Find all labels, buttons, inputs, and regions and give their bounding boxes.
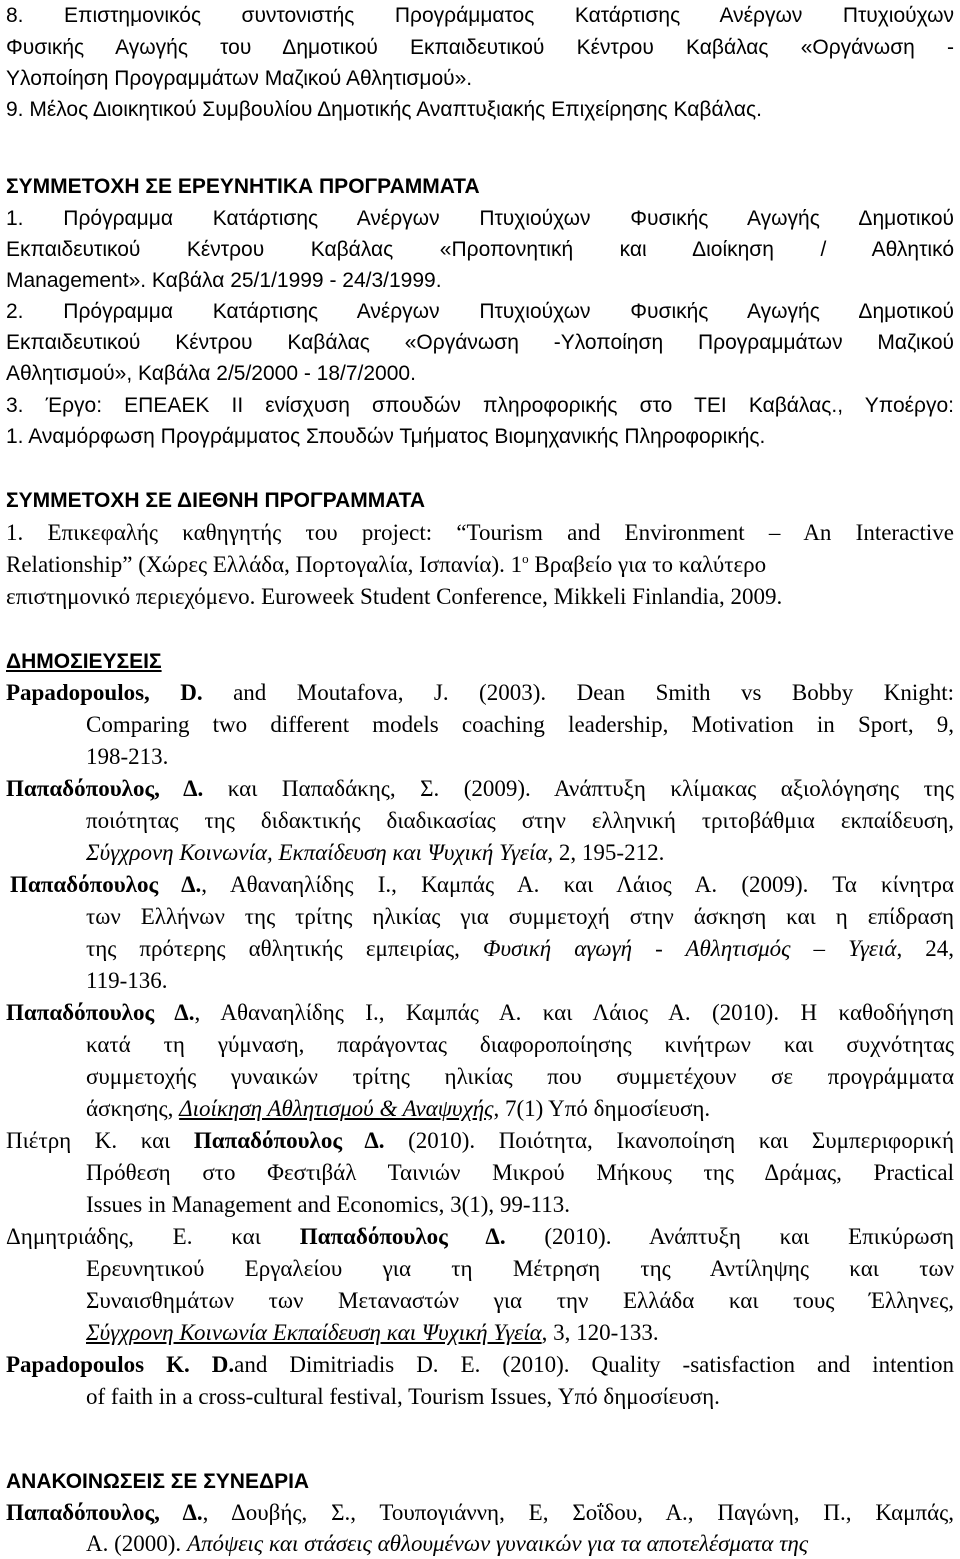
text-line	[6, 549, 766, 580]
text-line: Συναισθημάτων των Μεταναστών για την Ελλάδα και τους Έλληνες,	[86, 1288, 954, 1313]
publication-entry	[6, 1125, 954, 1156]
journal-title: Φυσική αγωγή - Αθλητισμός – Υγειά	[482, 936, 897, 961]
text-fragment: , Δουβής, Σ., Τουπογιάννη, Ε, Σοΐδου, Α., Παγώνη, Π., Καμπάς,	[202, 1500, 954, 1525]
publication-entry	[6, 677, 954, 708]
text-line: Υλοποίηση Προγραμμάτων Μαζικού Αθλητισμού».	[6, 67, 473, 90]
text-fragment: , 24,	[896, 936, 954, 961]
text-line: Εκπαιδευτικού Κέντρου Καβάλας «Προπονητική και Διοίκηση / Αθλητικό	[6, 238, 954, 261]
text-fragment: (2010). Ποιότητα, Ικανοποίηση και Συμπεριφορική	[384, 1128, 954, 1153]
publication-entry	[10, 869, 954, 900]
journal-title: Σύγχρονη Κοινωνία, Εκπαίδευση και Ψυχική Υγεία	[86, 840, 548, 865]
section-heading-conferences: ΑΝΑΚΟΙΝΩΣΕΙΣ ΣΕ ΣΥΝΕΔΡΙΑ	[6, 1470, 310, 1493]
text-line: Comparing two different models coaching leadership, Motivation in Sport, 9,	[86, 712, 954, 737]
paper-title: Απόψεις και στάσεις αθλουμένων γυναικών για τα αποτελέσματα της	[186, 1531, 809, 1556]
text-fragment: and Moutafova, J. (2003). Dean Smith vs Bobby Knight:	[202, 680, 954, 705]
text-line: συμμετοχής γυναικών τρίτης ηλικίας που συμμετέχουν σε προγράμματα	[86, 1064, 954, 1089]
section-heading-publications: ΔΗΜΟΣΙΕΥΣΕΙΣ	[6, 650, 162, 673]
text-line: Αθλητισμού», Καβάλα 2/5/2000 - 18/7/2000.	[6, 362, 416, 385]
publication-entry	[6, 773, 954, 804]
text-fragment: Βραβείο για το καλύτερο	[534, 552, 767, 577]
text-line: Πρόθεση στο Φεστιβάλ Ταινιών Μικρού Μήκους της Δράμας, Practical	[86, 1160, 954, 1185]
text-fragment: , 7(1) Υπό δημοσίευση.	[493, 1096, 711, 1121]
text-fragment: , 2, 195-212.	[547, 840, 665, 865]
text-line: 198-213.	[86, 744, 169, 769]
author-bold: Παπαδόπουλος Δ.	[10, 872, 202, 897]
author-bold: Παπαδόπουλος Δ.	[299, 1224, 506, 1249]
text-line: 1. Πρόγραμμα Κατάρτισης Ανέργων Πτυχιούχων Φυσικής Αγωγής Δημοτικού	[6, 207, 954, 230]
text-fragment: Δημητριάδης, Ε. και	[6, 1224, 300, 1249]
text-line: Ερευνητικού Εργαλείου για τη Μέτρηση της Αντίληψης και των	[86, 1256, 954, 1281]
journal-title: Διοίκηση Αθλητισμού & Αναψυχής	[179, 1096, 494, 1121]
publication-entry	[6, 1221, 954, 1252]
text-fragment: Α. (2000).	[86, 1531, 187, 1556]
section-heading-research: ΣΥΜΜΕΤΟΧΗ ΣΕ ΕΡΕΥΝΗΤΙΚΑ ΠΡΟΓΡΑΜΜΑΤΑ	[6, 175, 480, 198]
text-line: 119-136.	[86, 968, 168, 993]
text-fragment: άσκησης,	[86, 1096, 180, 1121]
text-line	[86, 1093, 710, 1124]
text-line	[86, 1317, 659, 1348]
text-line: Management». Καβάλα 25/1/1999 - 24/3/1999.	[6, 269, 442, 292]
text-fragment: , 3, 120-133.	[541, 1320, 659, 1345]
text-line: 9. Μέλος Διοικητικού Συμβουλίου Δημοτικής Αναπτυξιακής Επιχείρησης Καβάλας.	[6, 98, 762, 121]
text-fragment: and Dimitriadis D. E. (2010). Quality -satisfaction and intention	[234, 1352, 955, 1377]
author-bold: Παπαδόπουλος Δ.	[6, 1000, 195, 1025]
publication-entry	[6, 1349, 954, 1380]
text-fragment: Relationship” (Χώρες Ελλάδα, Πορτογαλία, Ισπανία).	[6, 552, 505, 577]
text-line: 1. Αναμόρφωση Προγράμματος Σπουδών Τμήματος Βιομηχανικής Πληροφορικής.	[6, 425, 766, 448]
journal-title: Σύγχρονη Κοινωνία Εκπαίδευση και Ψυχική Υγεία	[86, 1320, 542, 1345]
text-line: Φυσικής Αγωγής του Δημοτικού Εκπαιδευτικού Κέντρου Καβάλας «Οργάνωση -	[6, 36, 954, 59]
text-line: Issues in Management and Economics, 3(1), 99-113.	[86, 1192, 570, 1217]
author-bold: Papadopoulos K. D.	[6, 1352, 235, 1377]
text-line: of faith in a cross-cultural festival, Tourism Issues, Υπό δημοσίευση.	[86, 1384, 720, 1409]
text-fragment: (2010). Ανάπτυξη και Επικύρωση	[505, 1224, 954, 1249]
text-line: 3. Έργο: ΕΠΕΑΕΚ ΙΙ ενίσχυση σπουδών πληροφορικής στο ΤΕΙ Καβάλας., Υποέργο:	[6, 394, 954, 417]
text-line	[86, 1528, 808, 1559]
award-number: 1	[510, 552, 523, 577]
text-line: κατά τη γύμναση, παράγοντας διαφοροποίησης κινήτρων και συχνότητας	[86, 1032, 954, 1057]
text-line	[86, 933, 954, 964]
text-fragment: , Αθαναηλίδης Ι., Καμπάς Α. και Λάιος Α. (2009). Τα κίνητρα	[201, 872, 954, 897]
conference-entry	[6, 1497, 954, 1528]
text-fragment: Πιέτρη Κ. και	[6, 1128, 194, 1153]
text-line: Εκπαιδευτικού Κέντρου Καβάλας «Οργάνωση -Υλοποίηση Προγραμμάτων Μαζικού	[6, 331, 954, 354]
text-line: των Ελλήνων της τρίτης ηλικίας για συμμετοχή στην άσκηση και η επίδραση	[86, 904, 954, 929]
section-heading-international: ΣΥΜΜΕΤΟΧΗ ΣΕ ΔΙΕΘΝΗ ΠΡΟΓΡΑΜΜΑΤΑ	[6, 489, 426, 512]
text-line	[86, 837, 664, 868]
author-bold: Papadopoulos, D.	[6, 680, 203, 705]
text-line: 8. Επιστημονικός συντονιστής Προγράμματος Κατάρτισης Ανέργων Πτυχιούχων	[6, 4, 954, 27]
publication-entry	[6, 997, 954, 1028]
award-superscript: ο	[522, 551, 529, 566]
text-fragment: και Παπαδάκης, Σ. (2009). Ανάπτυξη κλίμακας αξιολόγησης της	[203, 776, 954, 801]
text-line: επιστημονικό περιεχόμενο. Euroweek Student Conference, Mikkeli Finlandia, 2009.	[6, 584, 783, 609]
text-line: 2. Πρόγραμμα Κατάρτισης Ανέργων Πτυχιούχων Φυσικής Αγωγής Δημοτικού	[6, 300, 954, 323]
text-fragment: της πρότερης αθλητικής εμπειρίας,	[86, 936, 483, 961]
author-bold: Παπαδόπουλος, Δ.	[6, 1500, 203, 1525]
text-fragment: , Αθαναηλίδης Ι., Καμπάς Α. και Λάιος Α. (2010). Η καθοδήγηση	[194, 1000, 954, 1025]
text-line: ποιότητας της διδακτικής διαδικασίας στην ελληνική τριτοβάθμια εκπαίδευση,	[86, 808, 954, 833]
author-bold: Παπαδόπουλος Δ.	[193, 1128, 385, 1153]
text-line: 1. Επικεφαλής καθηγητής του project: “Tourism and Environment – An Interactive	[6, 520, 954, 545]
author-bold: Παπαδόπουλος, Δ.	[6, 776, 204, 801]
